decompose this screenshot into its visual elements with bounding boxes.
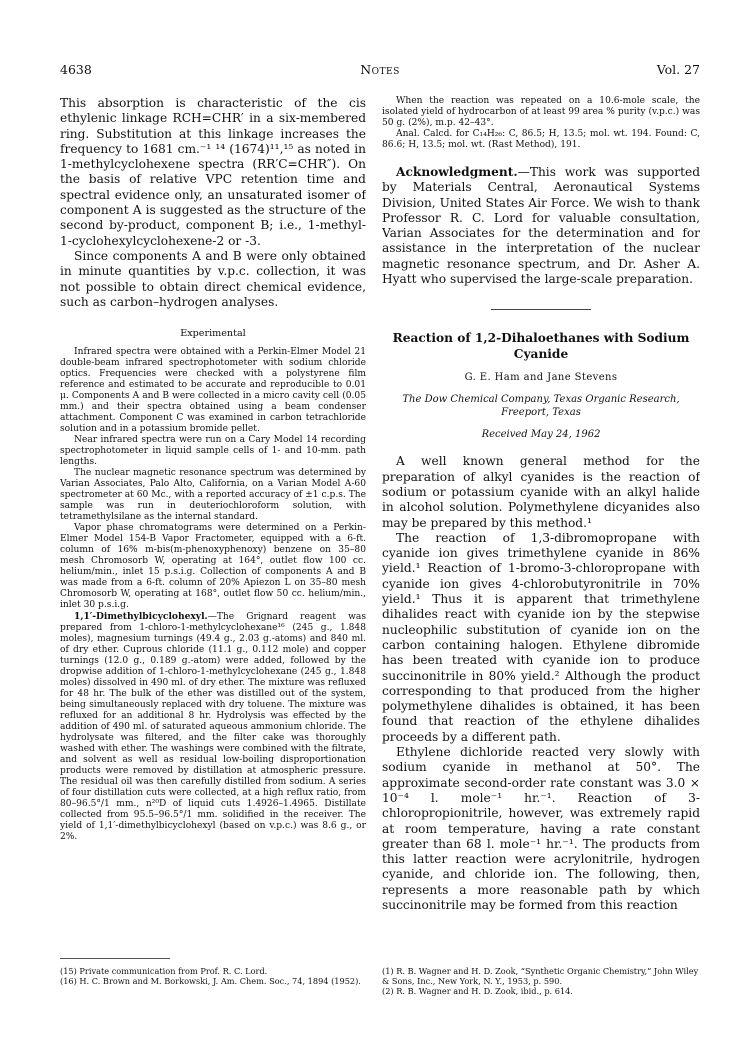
volume-label: Vol. 27	[656, 62, 700, 77]
acknowledgment-paragraph	[382, 165, 700, 287]
running-header	[60, 62, 700, 78]
intro-paragraph: This absorption is characteristic of the cis ethylenic linkage RCH=CHR′ in a six-membered ring. Substitution at this linkage increases the frequency to 1681 cm.⁻¹ ¹⁴ (1674)¹¹,¹⁵ as noted in 1-methylcyclohexene spectra (RR′C=CHR″). On the basis of relative VPC retention time and spectral evidence only, an unsaturated isomer of component A is suggested as the structure of the second by-product, component B; i.e., 1-methyl-1-cyclohexylcyclohexene-2 or -3.	[60, 96, 366, 248]
right-column	[382, 96, 700, 954]
footnote-15: (15) Private communication from Prof. R. C. Lord.	[60, 966, 268, 976]
page-number: 4638	[60, 62, 92, 77]
analysis-paragraph: Anal. Calcd. for C₁₄H₂₆: C, 86.5; H, 13.5; mol. wt. 194. Found: C, 86.6; H, 13.5; mol. wt. (Rast Method), 191.	[382, 129, 700, 150]
experimental-heading: Experimental	[180, 328, 246, 340]
experimental-paragraph: Near infrared spectra were run on a Cary Model 14 recording spectrophotometer in liquid sample cells of 1- and 10-mm. path lengths.	[60, 435, 366, 468]
received-date: Received May 24, 1962	[481, 429, 601, 441]
footnotes-left	[60, 966, 366, 986]
experimental-paragraph: Infrared spectra were obtained with a Perkin-Elmer Model 21 double-beam infrared spectrophotometer with sodium chloride optics. Frequencies were checked with a polystyrene film reference and estimated to be accurate and reproducible to 0.01 μ. Components A and B were collected in a micro cavity cell (0.05 mm.) and their spectra obtained using a beam condenser attachment. Component C was examined in carbon tetrachloride solution and in a potassium bromide pellet.	[60, 347, 366, 435]
article-affiliation: The Dow Chemical Company, Texas Organic Research, Freeport, Texas	[402, 394, 680, 419]
article-paragraph: The reaction of 1,3-dibromopropane with cyanide ion gives trimethylene cyanide in 86% yield.¹ Reaction of 1-bromo-3-chloropropane with cyanide ion gives 4-chlorobutyronitrile in 70% yield.¹ Thus it is apparent that trimethylene dihalides react with cyanide ion by the stepwise nucleophilic substitution of cyanide ion on the carbon containing halogen. Ethylene dibromide has been treated with cyanide ion to produce succinonitrile in 80% yield.² Although the product corresponding to that produced from the higher polymethylene dihalides is obtained, it has been found that reaction of the ethylene dihalides proceeds by a different path.	[382, 530, 700, 744]
footnote-divider	[60, 958, 170, 959]
acknowledgment-heading: Acknowledgment.	[396, 165, 518, 179]
article-title: Reaction of 1,2-Dihaloethanes with Sodium Cyanide	[392, 331, 690, 362]
footnotes-right	[382, 966, 700, 996]
section-divider	[491, 309, 591, 310]
footnote-16: (16) H. C. Brown and M. Borkowski, J. Am. Chem. Soc., 74, 1894 (1952).	[60, 976, 361, 986]
experimental-paragraph: Vapor phase chromatograms were determined on a Perkin-Elmer Model 154-B Vapor Fractometer, equipped with a 6-ft. column of 16% m-bis(m-phenoxyphenoxy) benzene on 35–80 mesh Chromosorb W, operating at 164°, outlet flow 100 cc. helium/min., inlet 15 p.s.i.g. Collection of components A and B was made from a 6-ft. column of 20% Apiezon L on 35–80 mesh Chromosorb W, operating at 168°, outlet flow 50 cc. helium/min., inlet 30 p.s.i.g.	[60, 523, 366, 611]
journal-section: Notes	[360, 62, 400, 77]
synthesis-paragraph	[60, 611, 366, 843]
article-authors: G. E. Ham and Jane Stevens	[464, 372, 618, 384]
repeat-paragraph: When the reaction was repeated on a 10.6-mole scale, the isolated yield of hydrocarbon of at least 99 area % purity (v.p.c.) was 50 g. (2%), m.p. 42–43°.	[382, 96, 700, 128]
article-paragraph: A well known general method for the preparation of alkyl cyanides is the reaction of sodium or potassium cyanide with an alkyl halide in alcohol solution. Polymethylene dicyanides also may be prepared by this method.¹	[382, 454, 700, 530]
footnote-2: (2) R. B. Wagner and H. D. Zook, ibid., p. 614.	[382, 986, 573, 996]
experimental-paragraph: The nuclear magnetic resonance spectrum was determined by Varian Associates, Palo Alto, California, on a Varian Model A-60 spectrometer at 60 Mc., with a reported accuracy of ±1 c.p.s. The sample was run in deuteriochloroform solution, with tetramethylsilane as the internal standard.	[60, 468, 366, 523]
body-paragraph: Since components A and B were only obtained in minute quantities by v.p.c. collection, it was not possible to obtain direct chemical evidence, such as carbon–hydrogen analyses.	[60, 248, 366, 309]
left-column	[60, 96, 366, 954]
synthesis-heading: 1,1′-Dimethylbicyclohexyl.	[74, 611, 208, 623]
article-paragraph: Ethylene dichloride reacted very slowly with sodium cyanide in methanol at 50°. The approximate second-order rate constant was 3.0 × 10⁻⁴ l. mole⁻¹ hr.⁻¹. Reaction of 3-chloropropionitrile, however, was extremely rapid at room temperature, having a rate constant greater than 68 l. mole⁻¹ hr.⁻¹. The products from this latter reaction were acrylonitrile, hydrogen cyanide, and chloride ion. The following, then, represents a more reasonable path by which succinonitrile may be formed from this reaction	[382, 745, 700, 912]
acknowledgment-text: —This work was supported by Materials Central, Aeronautical Systems Division, United States Air Force. We wish to thank Professor R. C. Lord for valuable consultation, Varian Associates for the determination and for assistance in the interpretation of the nuclear magnetic resonance spectrum, and Dr. Asher A. Hyatt who supervised the large-scale preparation.	[382, 165, 700, 287]
synthesis-text: —The Grignard reagent was prepared from 1-chloro-1-methylcyclohexane¹⁶ (245 g., 1.848 moles), magnesium turnings (49.4 g., 2.03 g.-atoms) and 840 ml. of dry ether. Cuprous chloride (11.1 g., 0.112 mole) and copper turnings (12.0 g., 0.189 g.-atom) were added, followed by the dropwise addition of 1-chloro-1-methylcyclohexane (245 g., 1.848 moles) dissolved in 490 ml. of dry ether. The mixture was refluxed for 48 hr. The bulk of the ether was distilled out of the system, being simultaneously replaced with dry toluene. The mixture was refluxed for an additional 8 hr. Hydrolysis was effected by the addition of 490 ml. of saturated aqueous ammonium chloride. The hydrolysate was filtered, and the filter cake was thoroughly washed with ether. The washings were combined with the filtrate, and solvent as well as residual low-boiling disproportionation products were removed by distillation at atmospheric pressure. The residual oil was then carefully distilled from sodium. A series of four distillation cuts were collected, at a high reflux ratio, from 80–96.5°/1 mm., n²⁰D of liquid cuts 1.4926–1.4965. Distillate collected from 95.5–96.5°/1 mm. solidified in the receiver. The yield of 1,1′-dimethylbicyclohexyl (based on v.p.c.) was 8.6 g., or 2%.	[60, 612, 366, 843]
footnote-1: (1) R. B. Wagner and H. D. Zook, “Synthetic Organic Chemistry,” John Wiley & Sons, Inc., New York, N. Y., 1953, p. 590.	[382, 966, 699, 986]
